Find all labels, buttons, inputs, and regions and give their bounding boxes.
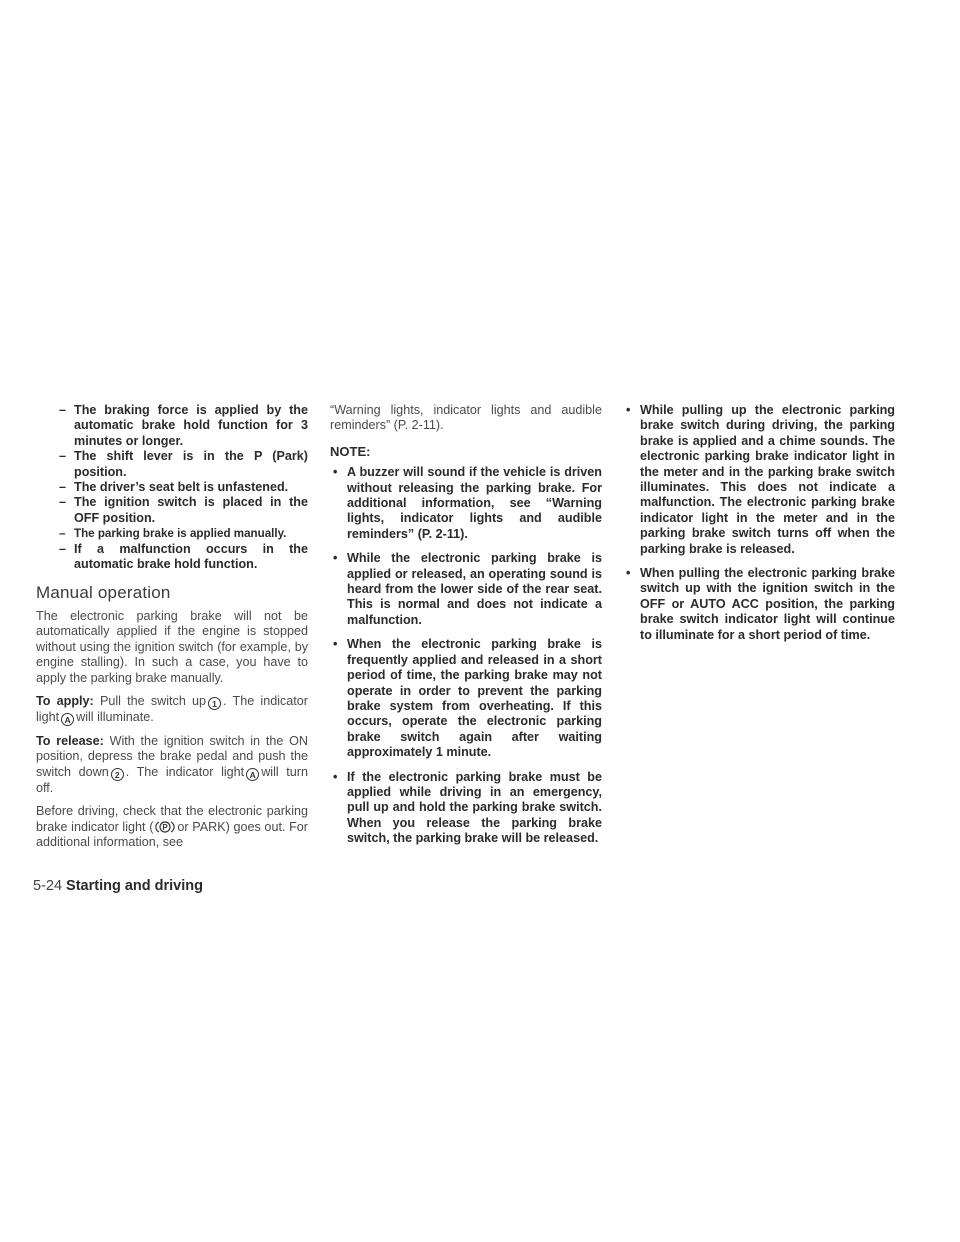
page-number: 5-24: [33, 878, 63, 894]
release-text: With the ignition switch in the ON position, depress the brake pedal and push the switch down: [36, 733, 308, 779]
section-title: Starting and driving: [66, 878, 203, 894]
before-text: or PARK) goes out. For additional information, see: [36, 819, 308, 849]
before-text: Before driving, check that the electronic parking brake indicator light (: [36, 804, 308, 834]
note-item: • When the electronic parking brake is frequently applied and released in a short period of time, the parking brake may not operate in order to prevent the parking brake system from overheating. If this occurs, operate the electronic parking brake switch again after waiting approximately 1 minute.: [330, 637, 602, 760]
note-item: • While pulling up the electronic parking brake switch during driving, the parking brake is applied and a chime sounds. The electronic parking brake indicator light in the meter and in the parking brake switch illuminates. This does not indicate a malfunction. The electronic parking brake indicator light in the meter and in the parking brake switch turns off when the parking brake is released.: [623, 403, 895, 557]
release-text: will turn off.: [36, 764, 308, 795]
apply-text: Pull the switch up: [99, 693, 207, 708]
note-item: • If the electronic parking brake must be applied while driving in an emergency, pull up and hold the parking brake switch. When you release the parking brake switch, the parking brake will be released.: [330, 770, 602, 847]
reference-continuation: “Warning lights, indicator lights and audible reminders” (P. 2-11).: [330, 403, 602, 433]
notes-list-continued: [623, 403, 895, 643]
marker-1-icon: 1: [208, 697, 221, 710]
right-column: [623, 403, 895, 652]
middle-column: [330, 403, 602, 856]
notes-list: [330, 465, 602, 846]
release-paragraph: [36, 734, 308, 796]
note-item: • While the electronic parking brake is applied or released, an operating sound is heard from the lower side of the rear seat. This is normal and does not indicate a malfunction.: [330, 551, 602, 628]
auto-apply-conditions-list: [36, 403, 308, 572]
apply-label: To apply:: [36, 693, 94, 708]
intro-paragraph: The electronic parking brake will not be automatically applied if the engine is stopped without using the ignition switch (for example, by engine stalling). In such a case, you have to apply the parking brake manually.: [36, 608, 308, 685]
note-item: • When pulling the electronic parking brake switch up with the ignition switch in the OFF or AUTO ACC position, the parking brake switch indicator light will continue to illuminate for a short period of time.: [623, 566, 895, 643]
condition-item: – The parking brake is applied manually.: [36, 526, 308, 541]
park-glyph: P: [162, 822, 169, 832]
note-item: • A buzzer will sound if the vehicle is driven without releasing the parking brake. For additional information, see “Warning lights, indicator lights and audible reminders” (P. 2-11).: [330, 465, 602, 542]
left-column: [36, 403, 308, 858]
condition-item: – If a malfunction occurs in the automatic brake hold function.: [36, 542, 308, 573]
release-text: . The indicator light: [125, 764, 245, 779]
release-label: To release:: [36, 733, 104, 748]
marker-a-icon: A: [61, 713, 74, 726]
apply-text: will illuminate.: [76, 709, 154, 724]
section-heading: Manual operation: [36, 583, 171, 603]
page-footer: [33, 878, 203, 894]
condition-item: – The driver’s seat belt is unfastened.: [36, 480, 308, 495]
condition-item: – The ignition switch is placed in the OFF position.: [36, 495, 308, 526]
marker-a-icon: A: [246, 768, 259, 781]
marker-2-icon: 2: [111, 768, 124, 781]
apply-text: . The indicator light: [36, 693, 308, 724]
apply-paragraph: [36, 694, 308, 726]
condition-item: – The shift lever is in the P (Park) position.: [36, 449, 308, 480]
parking-brake-indicator-icon: [155, 820, 175, 834]
condition-item: – The braking force is applied by the automatic brake hold function for 3 minutes or longer.: [36, 403, 308, 449]
note-label: NOTE:: [330, 443, 371, 459]
before-driving-paragraph: [36, 804, 308, 850]
